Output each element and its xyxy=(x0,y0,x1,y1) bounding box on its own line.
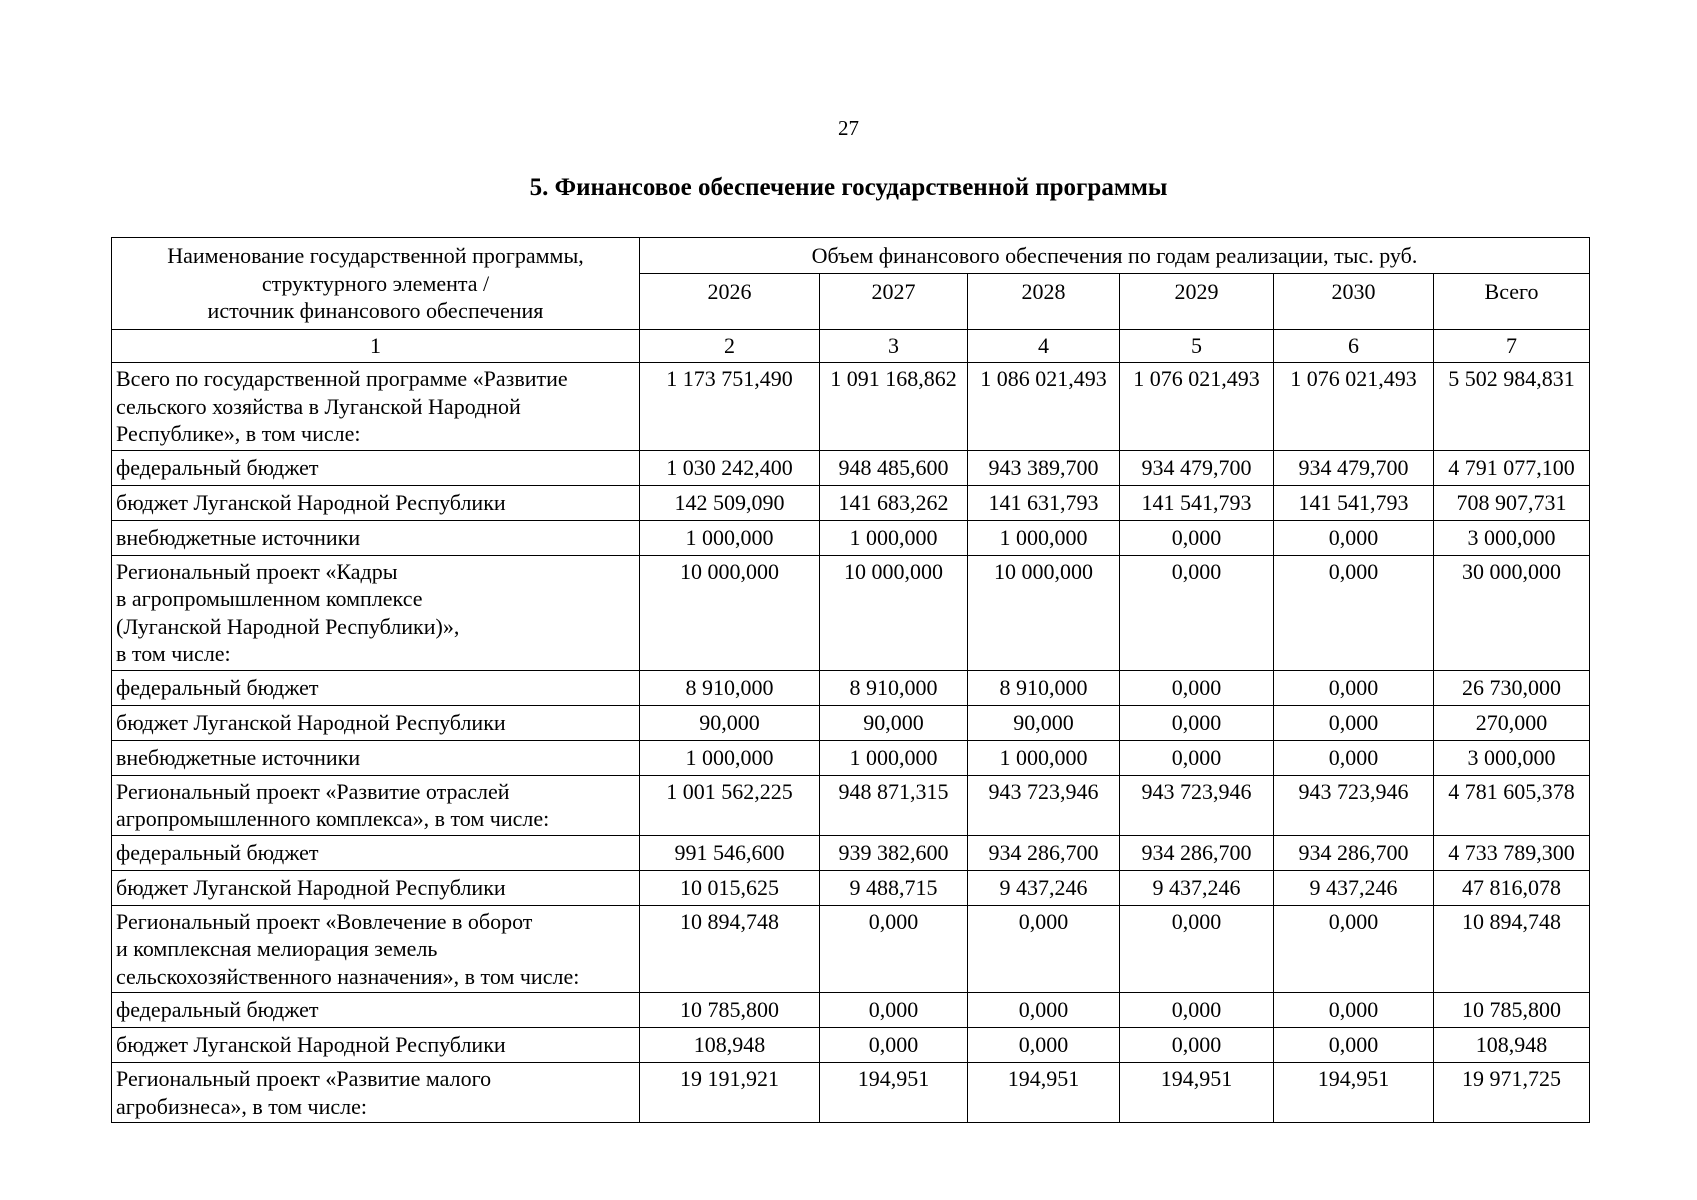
row-name-cell xyxy=(112,1063,640,1123)
header-name-line: источник финансового обеспечения xyxy=(207,298,544,324)
value-cell: 0,000 xyxy=(1274,670,1434,705)
value-cell: 5 502 984,831 xyxy=(1434,363,1590,451)
table-row xyxy=(112,740,1590,775)
row-name-line: Всего по государственной программе «Развитие xyxy=(116,366,568,391)
row-name-cell xyxy=(112,485,640,520)
value-cell: 0,000 xyxy=(1274,993,1434,1028)
value-cell: 0,000 xyxy=(968,993,1120,1028)
value-cell: 90,000 xyxy=(968,705,1120,740)
value-cell: 943 723,946 xyxy=(968,775,1120,835)
value-cell: 8 910,000 xyxy=(820,670,968,705)
value-cell: 194,951 xyxy=(1274,1063,1434,1123)
value-cell: 0,000 xyxy=(968,1028,1120,1063)
value-cell: 0,000 xyxy=(1120,740,1274,775)
value-cell: 142 509,090 xyxy=(640,485,820,520)
row-name-cell xyxy=(112,520,640,555)
value-cell: 10 015,625 xyxy=(640,870,820,905)
value-cell: 934 286,700 xyxy=(1120,835,1274,870)
value-cell: 0,000 xyxy=(1120,1028,1274,1063)
row-name-line: в агропромышленном комплексе xyxy=(116,586,423,611)
row-name-cell xyxy=(112,993,640,1028)
table-row xyxy=(112,670,1590,705)
value-cell: 0,000 xyxy=(1120,670,1274,705)
value-cell: 194,951 xyxy=(820,1063,968,1123)
value-cell: 4 781 605,378 xyxy=(1434,775,1590,835)
value-cell: 9 488,715 xyxy=(820,870,968,905)
value-cell: 90,000 xyxy=(820,705,968,740)
value-cell: 47 816,078 xyxy=(1434,870,1590,905)
value-cell: 141 683,262 xyxy=(820,485,968,520)
value-cell: 19 971,725 xyxy=(1434,1063,1590,1123)
value-cell: 0,000 xyxy=(1120,520,1274,555)
value-cell: 10 785,800 xyxy=(1434,993,1590,1028)
header-year-2028: 2028 xyxy=(968,274,1120,330)
value-cell: 8 910,000 xyxy=(968,670,1120,705)
row-name-cell xyxy=(112,363,640,451)
value-cell: 943 723,946 xyxy=(1120,775,1274,835)
row-name-line: бюджет Луганской Народной Республики xyxy=(116,709,506,735)
value-cell: 194,951 xyxy=(968,1063,1120,1123)
value-cell: 4 791 077,100 xyxy=(1434,450,1590,485)
table-row xyxy=(112,555,1590,670)
financing-table xyxy=(111,237,1590,1123)
value-cell: 9 437,246 xyxy=(1274,870,1434,905)
table-row xyxy=(112,835,1590,870)
row-name-cell xyxy=(112,775,640,835)
row-name-line: агропромышленного комплекса», в том числе: xyxy=(116,806,550,831)
row-name-line: Региональный проект «Развитие малого xyxy=(116,1066,492,1091)
value-cell: 934 479,700 xyxy=(1274,450,1434,485)
value-cell: 26 730,000 xyxy=(1434,670,1590,705)
header-year-2026: 2026 xyxy=(640,274,820,330)
table-row xyxy=(112,1028,1590,1063)
value-cell: 1 000,000 xyxy=(968,520,1120,555)
value-cell: 943 723,946 xyxy=(1274,775,1434,835)
value-cell: 0,000 xyxy=(1274,740,1434,775)
row-name-line: федеральный бюджет xyxy=(116,674,319,700)
value-cell: 270,000 xyxy=(1434,705,1590,740)
value-cell: 0,000 xyxy=(1274,905,1434,993)
value-cell: 141 631,793 xyxy=(968,485,1120,520)
value-cell: 0,000 xyxy=(1274,555,1434,670)
value-cell: 948 485,600 xyxy=(820,450,968,485)
header-name-line: Наименование государственной программы, xyxy=(167,243,584,269)
value-cell: 10 894,748 xyxy=(1434,905,1590,993)
row-name-line: Региональный проект «Кадры xyxy=(116,558,398,584)
value-cell: 991 546,600 xyxy=(640,835,820,870)
value-cell: 0,000 xyxy=(1120,905,1274,993)
row-name-cell xyxy=(112,450,640,485)
table-row xyxy=(112,485,1590,520)
value-cell: 1 091 168,862 xyxy=(820,363,968,451)
value-cell: 108,948 xyxy=(1434,1028,1590,1063)
value-cell: 1 001 562,225 xyxy=(640,775,820,835)
column-number: 2 xyxy=(640,330,820,363)
row-name-line: сельскохозяйственного назначения», в том числе: xyxy=(116,963,580,989)
value-cell: 8 910,000 xyxy=(640,670,820,705)
row-name-cell xyxy=(112,1028,640,1063)
row-name-cell xyxy=(112,705,640,740)
row-name-cell xyxy=(112,555,640,670)
column-number: 4 xyxy=(968,330,1120,363)
column-number: 6 xyxy=(1274,330,1434,363)
row-name-line: Региональный проект «Развитие отраслей xyxy=(116,778,510,804)
value-cell: 1 076 021,493 xyxy=(1120,363,1274,451)
value-cell: 0,000 xyxy=(1274,520,1434,555)
header-year-2027: 2027 xyxy=(820,274,968,330)
row-name-line: в том числе: xyxy=(116,641,231,666)
row-name-cell xyxy=(112,870,640,905)
row-name-line: бюджет Луганской Народной Республики xyxy=(116,874,506,900)
column-number: 5 xyxy=(1120,330,1274,363)
value-cell: 1 030 242,400 xyxy=(640,450,820,485)
row-name-line: сельского хозяйства в Луганской Народной xyxy=(116,393,521,419)
header-year-2029: 2029 xyxy=(1120,274,1274,330)
row-name-line: внебюджетные источники xyxy=(116,744,361,770)
value-cell: 0,000 xyxy=(820,1028,968,1063)
value-cell: 30 000,000 xyxy=(1434,555,1590,670)
value-cell: 9 437,246 xyxy=(1120,870,1274,905)
value-cell: 141 541,793 xyxy=(1274,485,1434,520)
row-name-line: Республике», в том числе: xyxy=(116,421,361,446)
value-cell: 0,000 xyxy=(968,905,1120,993)
row-name-cell xyxy=(112,905,640,993)
page-number: 27 xyxy=(838,116,859,140)
value-cell: 0,000 xyxy=(1274,705,1434,740)
table-row xyxy=(112,450,1590,485)
value-cell: 10 000,000 xyxy=(968,555,1120,670)
row-name-line: бюджет Луганской Народной Республики xyxy=(116,1032,506,1058)
value-cell: 4 733 789,300 xyxy=(1434,835,1590,870)
value-cell: 141 541,793 xyxy=(1120,485,1274,520)
row-name-line: агробизнеса», в том числе: xyxy=(116,1093,368,1119)
row-name-line: федеральный бюджет xyxy=(116,454,319,480)
value-cell: 0,000 xyxy=(820,993,968,1028)
page-title: 5. Финансовое обеспечение государственной программы xyxy=(529,174,1168,201)
value-cell: 19 191,921 xyxy=(640,1063,820,1123)
row-name-line: бюджет Луганской Народной Республики xyxy=(116,489,506,515)
value-cell: 934 479,700 xyxy=(1120,450,1274,485)
value-cell: 10 000,000 xyxy=(820,555,968,670)
value-cell: 90,000 xyxy=(640,705,820,740)
row-name-line: и комплексная мелиорация земель xyxy=(116,936,438,961)
value-cell: 939 382,600 xyxy=(820,835,968,870)
column-number: 1 xyxy=(112,330,640,363)
value-cell: 1 000,000 xyxy=(820,740,968,775)
value-cell: 194,951 xyxy=(1120,1063,1274,1123)
value-cell: 10 894,748 xyxy=(640,905,820,993)
table-row xyxy=(112,905,1590,993)
row-name-line: федеральный бюджет xyxy=(116,839,319,865)
header-funding-volume: Объем финансового обеспечения по годам реализации, тыс. руб. xyxy=(640,238,1590,274)
value-cell: 1 086 021,493 xyxy=(968,363,1120,451)
value-cell: 0,000 xyxy=(1274,1028,1434,1063)
row-name-cell xyxy=(112,835,640,870)
value-cell: 0,000 xyxy=(1120,555,1274,670)
table-row xyxy=(112,520,1590,555)
row-name-line: внебюджетные источники xyxy=(116,524,361,550)
value-cell: 934 286,700 xyxy=(968,835,1120,870)
value-cell: 708 907,731 xyxy=(1434,485,1590,520)
table-row xyxy=(112,993,1590,1028)
table-row xyxy=(112,363,1590,451)
value-cell: 0,000 xyxy=(1120,705,1274,740)
value-cell: 948 871,315 xyxy=(820,775,968,835)
header-name-line: структурного элемента / xyxy=(261,270,490,296)
row-name-cell xyxy=(112,670,640,705)
value-cell: 108,948 xyxy=(640,1028,820,1063)
value-cell: 1 000,000 xyxy=(640,520,820,555)
value-cell: 3 000,000 xyxy=(1434,740,1590,775)
table-row xyxy=(112,1063,1590,1123)
row-name-line: Региональный проект «Вовлечение в оборот xyxy=(116,908,533,934)
table-row xyxy=(112,775,1590,835)
row-name-line: федеральный бюджет xyxy=(116,997,319,1023)
row-name-cell xyxy=(112,740,640,775)
value-cell: 1 076 021,493 xyxy=(1274,363,1434,451)
table-row xyxy=(112,705,1590,740)
value-cell: 9 437,246 xyxy=(968,870,1120,905)
value-cell: 1 000,000 xyxy=(968,740,1120,775)
column-number: 3 xyxy=(820,330,968,363)
value-cell: 3 000,000 xyxy=(1434,520,1590,555)
header-year-2030: 2030 xyxy=(1274,274,1434,330)
row-name-line: (Луганской Народной Республики)», xyxy=(116,613,460,639)
value-cell: 10 785,800 xyxy=(640,993,820,1028)
header-total: Всего xyxy=(1434,274,1590,330)
table-row xyxy=(112,870,1590,905)
value-cell: 1 173 751,490 xyxy=(640,363,820,451)
column-number: 7 xyxy=(1434,330,1590,363)
table-body xyxy=(112,363,1590,1123)
value-cell: 1 000,000 xyxy=(640,740,820,775)
value-cell: 0,000 xyxy=(1120,993,1274,1028)
value-cell: 1 000,000 xyxy=(820,520,968,555)
header-name-cell xyxy=(112,238,640,330)
value-cell: 943 389,700 xyxy=(968,450,1120,485)
value-cell: 10 000,000 xyxy=(640,555,820,670)
value-cell: 0,000 xyxy=(820,905,968,993)
value-cell: 934 286,700 xyxy=(1274,835,1434,870)
